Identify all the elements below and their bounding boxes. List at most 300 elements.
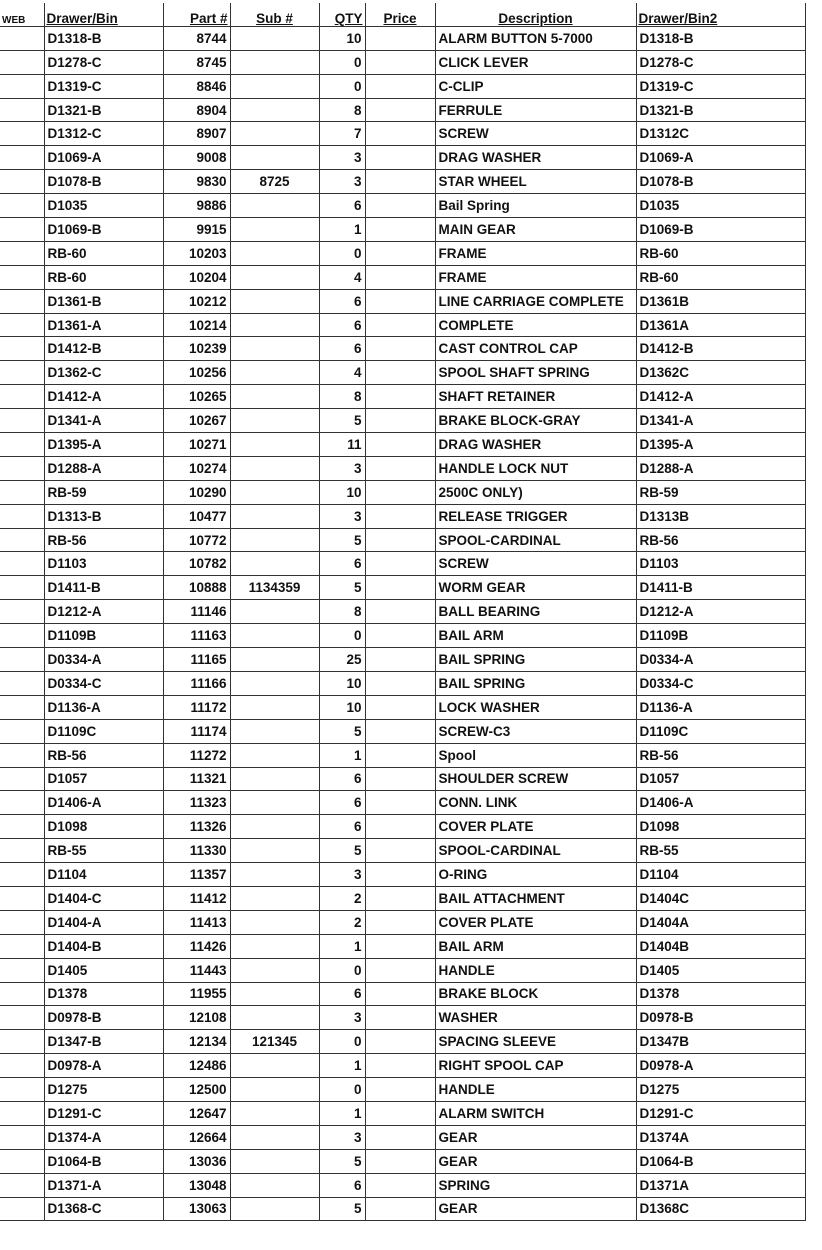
cell-qty: 6	[319, 337, 365, 361]
cell-part-number: 12647	[163, 1101, 230, 1125]
cell-part-number: 11165	[163, 648, 230, 672]
cell-drawer-bin2: D1098	[636, 815, 805, 839]
cell-qty: 4	[319, 265, 365, 289]
table-row	[0, 337, 805, 361]
cell-price	[365, 958, 435, 982]
cell-sub-number	[230, 886, 319, 910]
cell-drawer-bin: D1318-B	[44, 26, 163, 50]
cell-web	[0, 958, 44, 982]
table-row	[0, 648, 805, 672]
cell-description: Bail Spring	[435, 194, 636, 218]
cell-description: CONN. LINK	[435, 791, 636, 815]
cell-drawer-bin2: D1412-A	[636, 385, 805, 409]
table-row	[0, 1078, 805, 1102]
cell-sub-number	[230, 50, 319, 74]
cell-part-number: 10274	[163, 456, 230, 480]
cell-description: MAIN GEAR	[435, 218, 636, 242]
cell-drawer-bin: D1278-C	[44, 50, 163, 74]
cell-web	[0, 289, 44, 313]
cell-drawer-bin2: D1412-B	[636, 337, 805, 361]
cell-sub-number	[230, 671, 319, 695]
cell-part-number: 11326	[163, 815, 230, 839]
table-row	[0, 624, 805, 648]
cell-price	[365, 1149, 435, 1173]
table-row	[0, 1006, 805, 1030]
cell-part-number: 10256	[163, 361, 230, 385]
cell-drawer-bin: D1069-B	[44, 218, 163, 242]
cell-part-number: 11163	[163, 624, 230, 648]
cell-qty: 5	[319, 839, 365, 863]
cell-sub-number	[230, 815, 319, 839]
cell-web	[0, 1197, 44, 1221]
table-row	[0, 791, 805, 815]
cell-drawer-bin2: D0978-A	[636, 1054, 805, 1078]
cell-qty: 6	[319, 194, 365, 218]
cell-web	[0, 98, 44, 122]
cell-drawer-bin2: D1406-A	[636, 791, 805, 815]
cell-qty: 3	[319, 456, 365, 480]
cell-qty: 2	[319, 886, 365, 910]
cell-description: FRAME	[435, 265, 636, 289]
cell-drawer-bin2: D0334-A	[636, 648, 805, 672]
cell-qty: 2	[319, 910, 365, 934]
cell-web	[0, 576, 44, 600]
cell-drawer-bin2: D1404B	[636, 934, 805, 958]
cell-qty: 10	[319, 480, 365, 504]
cell-web	[0, 456, 44, 480]
cell-web	[0, 886, 44, 910]
cell-price	[365, 934, 435, 958]
cell-drawer-bin: D1312-C	[44, 122, 163, 146]
cell-qty: 8	[319, 600, 365, 624]
cell-web	[0, 863, 44, 887]
cell-price	[365, 218, 435, 242]
cell-web	[0, 504, 44, 528]
table-row	[0, 504, 805, 528]
cell-web	[0, 839, 44, 863]
cell-web	[0, 671, 44, 695]
cell-sub-number	[230, 218, 319, 242]
cell-description: WASHER	[435, 1006, 636, 1030]
cell-sub-number	[230, 863, 319, 887]
cell-drawer-bin: D1109B	[44, 624, 163, 648]
cell-web	[0, 1054, 44, 1078]
cell-qty: 10	[319, 695, 365, 719]
cell-drawer-bin: D0334-C	[44, 671, 163, 695]
cell-part-number: 11172	[163, 695, 230, 719]
cell-sub-number	[230, 1101, 319, 1125]
cell-web	[0, 910, 44, 934]
table-row	[0, 1054, 805, 1078]
cell-drawer-bin2: D1313B	[636, 504, 805, 528]
cell-description: HANDLE	[435, 1078, 636, 1102]
cell-price	[365, 170, 435, 194]
cell-sub-number	[230, 791, 319, 815]
table-row	[0, 50, 805, 74]
cell-sub-number: 121345	[230, 1030, 319, 1054]
cell-web	[0, 552, 44, 576]
cell-web	[0, 433, 44, 457]
cell-sub-number	[230, 409, 319, 433]
cell-drawer-bin: D1291-C	[44, 1101, 163, 1125]
cell-drawer-bin: D1378	[44, 982, 163, 1006]
cell-sub-number	[230, 552, 319, 576]
cell-description: CLICK LEVER	[435, 50, 636, 74]
cell-web	[0, 767, 44, 791]
cell-drawer-bin: RB-60	[44, 265, 163, 289]
cell-qty: 3	[319, 1125, 365, 1149]
cell-drawer-bin: D1104	[44, 863, 163, 887]
cell-qty: 3	[319, 504, 365, 528]
table-row	[0, 1197, 805, 1221]
cell-drawer-bin2: D1057	[636, 767, 805, 791]
cell-part-number: 13036	[163, 1149, 230, 1173]
cell-web	[0, 74, 44, 98]
cell-drawer-bin2: RB-56	[636, 743, 805, 767]
cell-price	[365, 241, 435, 265]
cell-qty: 7	[319, 122, 365, 146]
cell-description: CAST CONTROL CAP	[435, 337, 636, 361]
cell-web	[0, 791, 44, 815]
cell-drawer-bin2: D1212-A	[636, 600, 805, 624]
cell-part-number: 11413	[163, 910, 230, 934]
cell-drawer-bin: D1374-A	[44, 1125, 163, 1149]
cell-sub-number	[230, 26, 319, 50]
cell-drawer-bin2: D1411-B	[636, 576, 805, 600]
cell-description: BAIL ARM	[435, 624, 636, 648]
header-drawer-bin2: Drawer/Bin2	[636, 3, 805, 26]
cell-sub-number	[230, 265, 319, 289]
cell-drawer-bin: D1404-A	[44, 910, 163, 934]
cell-price	[365, 146, 435, 170]
cell-qty: 6	[319, 1173, 365, 1197]
cell-web	[0, 218, 44, 242]
cell-sub-number	[230, 910, 319, 934]
table-row	[0, 122, 805, 146]
cell-sub-number	[230, 767, 319, 791]
cell-drawer-bin2: D1035	[636, 194, 805, 218]
cell-qty: 3	[319, 170, 365, 194]
cell-sub-number	[230, 433, 319, 457]
header-part-number: Part #	[163, 3, 230, 26]
cell-description: FERRULE	[435, 98, 636, 122]
cell-drawer-bin: D1136-A	[44, 695, 163, 719]
cell-drawer-bin2: RB-60	[636, 265, 805, 289]
cell-sub-number	[230, 839, 319, 863]
cell-part-number: 9915	[163, 218, 230, 242]
cell-price	[365, 1054, 435, 1078]
cell-drawer-bin2: D1361A	[636, 313, 805, 337]
cell-drawer-bin2: RB-59	[636, 480, 805, 504]
cell-part-number: 12108	[163, 1006, 230, 1030]
cell-part-number: 8907	[163, 122, 230, 146]
cell-part-number: 9008	[163, 146, 230, 170]
table-row	[0, 719, 805, 743]
cell-part-number: 10271	[163, 433, 230, 457]
cell-qty: 0	[319, 1078, 365, 1102]
table-row	[0, 1125, 805, 1149]
cell-drawer-bin: D1406-A	[44, 791, 163, 815]
cell-drawer-bin2: D1069-A	[636, 146, 805, 170]
cell-price	[365, 767, 435, 791]
cell-description: DRAG WASHER	[435, 146, 636, 170]
cell-description: COVER PLATE	[435, 815, 636, 839]
table-row	[0, 409, 805, 433]
cell-description: BALL BEARING	[435, 600, 636, 624]
cell-drawer-bin2: D1374A	[636, 1125, 805, 1149]
cell-part-number: 11174	[163, 719, 230, 743]
cell-web	[0, 385, 44, 409]
cell-price	[365, 695, 435, 719]
cell-part-number: 11330	[163, 839, 230, 863]
cell-web	[0, 695, 44, 719]
cell-qty: 0	[319, 241, 365, 265]
cell-drawer-bin2: RB-56	[636, 528, 805, 552]
cell-description: BRAKE BLOCK	[435, 982, 636, 1006]
cell-drawer-bin2: D1103	[636, 552, 805, 576]
cell-part-number: 11426	[163, 934, 230, 958]
cell-drawer-bin2: D1361B	[636, 289, 805, 313]
cell-description: HANDLE LOCK NUT	[435, 456, 636, 480]
cell-part-number: 10782	[163, 552, 230, 576]
cell-web	[0, 648, 44, 672]
cell-part-number: 10772	[163, 528, 230, 552]
cell-drawer-bin2: D1405	[636, 958, 805, 982]
cell-drawer-bin: D0978-B	[44, 1006, 163, 1030]
cell-description: BAIL SPRING	[435, 671, 636, 695]
cell-drawer-bin: D1395-A	[44, 433, 163, 457]
cell-price	[365, 313, 435, 337]
cell-qty: 1	[319, 1101, 365, 1125]
cell-description: LOCK WASHER	[435, 695, 636, 719]
cell-qty: 1	[319, 218, 365, 242]
table-row	[0, 361, 805, 385]
cell-price	[365, 50, 435, 74]
cell-sub-number	[230, 648, 319, 672]
header-row	[0, 3, 805, 26]
cell-part-number: 12134	[163, 1030, 230, 1054]
cell-description: C-CLIP	[435, 74, 636, 98]
table-row	[0, 74, 805, 98]
cell-price	[365, 1197, 435, 1221]
cell-price	[365, 337, 435, 361]
cell-drawer-bin2: D1312C	[636, 122, 805, 146]
cell-qty: 5	[319, 528, 365, 552]
table-row	[0, 170, 805, 194]
cell-drawer-bin: D1411-B	[44, 576, 163, 600]
cell-description: SCREW	[435, 552, 636, 576]
cell-qty: 0	[319, 74, 365, 98]
table-row	[0, 982, 805, 1006]
cell-price	[365, 528, 435, 552]
cell-web	[0, 982, 44, 1006]
cell-web	[0, 743, 44, 767]
cell-qty: 1	[319, 1054, 365, 1078]
cell-drawer-bin2: D1404A	[636, 910, 805, 934]
cell-description: SCREW-C3	[435, 719, 636, 743]
cell-description: STAR WHEEL	[435, 170, 636, 194]
cell-sub-number	[230, 624, 319, 648]
cell-drawer-bin2: D1347B	[636, 1030, 805, 1054]
cell-part-number: 10477	[163, 504, 230, 528]
cell-qty: 5	[319, 409, 365, 433]
cell-qty: 5	[319, 576, 365, 600]
cell-qty: 0	[319, 50, 365, 74]
table-row	[0, 433, 805, 457]
cell-price	[365, 265, 435, 289]
cell-description: O-RING	[435, 863, 636, 887]
cell-sub-number	[230, 98, 319, 122]
cell-web	[0, 409, 44, 433]
cell-part-number: 8745	[163, 50, 230, 74]
cell-qty: 1	[319, 743, 365, 767]
cell-price	[365, 480, 435, 504]
cell-part-number: 11166	[163, 671, 230, 695]
cell-drawer-bin2: D1404C	[636, 886, 805, 910]
cell-drawer-bin: D0978-A	[44, 1054, 163, 1078]
cell-drawer-bin: D1275	[44, 1078, 163, 1102]
cell-part-number: 10204	[163, 265, 230, 289]
cell-drawer-bin: D1404-B	[44, 934, 163, 958]
cell-part-number: 11146	[163, 600, 230, 624]
cell-drawer-bin2: D1291-C	[636, 1101, 805, 1125]
cell-drawer-bin2: D1378	[636, 982, 805, 1006]
cell-qty: 5	[319, 1149, 365, 1173]
cell-web	[0, 313, 44, 337]
table-row	[0, 98, 805, 122]
cell-qty: 3	[319, 863, 365, 887]
table-row	[0, 1030, 805, 1054]
cell-drawer-bin: D1069-A	[44, 146, 163, 170]
cell-drawer-bin: D1368-C	[44, 1197, 163, 1221]
cell-part-number: 11357	[163, 863, 230, 887]
cell-web	[0, 50, 44, 74]
table-row	[0, 839, 805, 863]
cell-drawer-bin: RB-60	[44, 241, 163, 265]
cell-sub-number	[230, 743, 319, 767]
cell-qty: 6	[319, 815, 365, 839]
cell-drawer-bin: D1361-B	[44, 289, 163, 313]
cell-price	[365, 839, 435, 863]
cell-drawer-bin2: D1278-C	[636, 50, 805, 74]
table-row	[0, 26, 805, 50]
cell-part-number: 12500	[163, 1078, 230, 1102]
cell-description: RIGHT SPOOL CAP	[435, 1054, 636, 1078]
cell-part-number: 13063	[163, 1197, 230, 1221]
cell-price	[365, 122, 435, 146]
table-row	[0, 528, 805, 552]
cell-price	[365, 815, 435, 839]
cell-part-number: 11321	[163, 767, 230, 791]
cell-web	[0, 337, 44, 361]
cell-price	[365, 576, 435, 600]
cell-web	[0, 1125, 44, 1149]
table-row	[0, 146, 805, 170]
cell-sub-number	[230, 1125, 319, 1149]
cell-web	[0, 1173, 44, 1197]
cell-description: COMPLETE	[435, 313, 636, 337]
cell-sub-number	[230, 313, 319, 337]
header-sub-number: Sub #	[230, 3, 319, 26]
header-qty: QTY	[319, 3, 365, 26]
cell-qty: 0	[319, 958, 365, 982]
cell-description: BAIL ARM	[435, 934, 636, 958]
cell-description: SHAFT RETAINER	[435, 385, 636, 409]
cell-qty: 4	[319, 361, 365, 385]
cell-sub-number	[230, 122, 319, 146]
cell-drawer-bin2: D1288-A	[636, 456, 805, 480]
cell-web	[0, 194, 44, 218]
cell-drawer-bin: D1078-B	[44, 170, 163, 194]
cell-qty: 6	[319, 767, 365, 791]
cell-price	[365, 409, 435, 433]
table-body	[0, 26, 805, 1221]
cell-part-number: 12486	[163, 1054, 230, 1078]
cell-sub-number	[230, 719, 319, 743]
cell-description: RELEASE TRIGGER	[435, 504, 636, 528]
cell-web	[0, 170, 44, 194]
cell-part-number: 10290	[163, 480, 230, 504]
cell-description: GEAR	[435, 1197, 636, 1221]
cell-web	[0, 1006, 44, 1030]
cell-sub-number	[230, 504, 319, 528]
cell-qty: 11	[319, 433, 365, 457]
cell-drawer-bin2: D1362C	[636, 361, 805, 385]
table-row	[0, 767, 805, 791]
cell-part-number: 8744	[163, 26, 230, 50]
table-row	[0, 552, 805, 576]
cell-sub-number	[230, 1078, 319, 1102]
cell-drawer-bin: D1412-B	[44, 337, 163, 361]
cell-web	[0, 241, 44, 265]
cell-part-number: 10267	[163, 409, 230, 433]
cell-drawer-bin: D1347-B	[44, 1030, 163, 1054]
table-row	[0, 1173, 805, 1197]
parts-inventory-table	[0, 3, 806, 1221]
cell-sub-number	[230, 934, 319, 958]
cell-drawer-bin: D1404-C	[44, 886, 163, 910]
cell-description: SPRING	[435, 1173, 636, 1197]
cell-price	[365, 624, 435, 648]
table-row	[0, 815, 805, 839]
cell-drawer-bin: RB-55	[44, 839, 163, 863]
cell-drawer-bin: D1362-C	[44, 361, 163, 385]
cell-price	[365, 743, 435, 767]
cell-drawer-bin2: D0334-C	[636, 671, 805, 695]
cell-drawer-bin2: D1109B	[636, 624, 805, 648]
cell-price	[365, 886, 435, 910]
cell-drawer-bin: D1103	[44, 552, 163, 576]
cell-qty: 5	[319, 719, 365, 743]
cell-drawer-bin2: D1064-B	[636, 1149, 805, 1173]
cell-drawer-bin: RB-59	[44, 480, 163, 504]
table-row	[0, 695, 805, 719]
cell-price	[365, 1078, 435, 1102]
table-row	[0, 313, 805, 337]
cell-price	[365, 289, 435, 313]
cell-drawer-bin2: RB-60	[636, 241, 805, 265]
cell-description: GEAR	[435, 1149, 636, 1173]
cell-price	[365, 1125, 435, 1149]
cell-web	[0, 1030, 44, 1054]
header-web: WEB	[0, 3, 44, 26]
cell-drawer-bin: D1341-A	[44, 409, 163, 433]
cell-price	[365, 361, 435, 385]
cell-part-number: 11443	[163, 958, 230, 982]
cell-web	[0, 122, 44, 146]
cell-drawer-bin2: D1318-B	[636, 26, 805, 50]
cell-drawer-bin: D1321-B	[44, 98, 163, 122]
